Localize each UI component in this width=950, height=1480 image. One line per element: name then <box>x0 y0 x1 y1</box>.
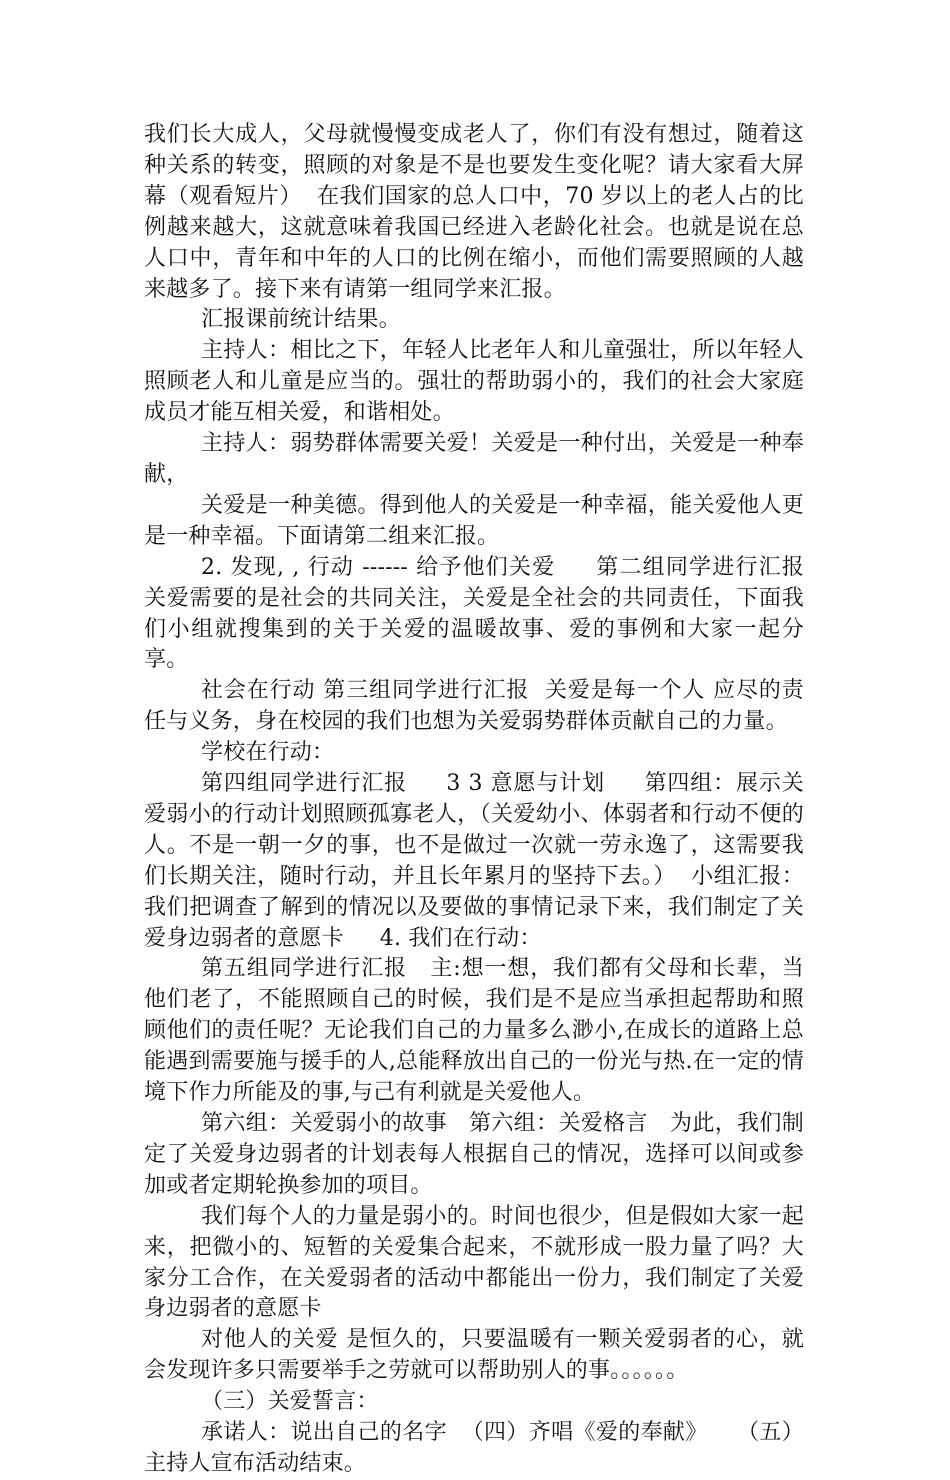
paragraph-group-3: 社会在行动 第三组同学进行汇报 关爱是每一个人 应尽的责任与义务，身在校园的我们也想为关爱弱势群体贡献自己的力量。 <box>144 678 804 735</box>
paragraph-school-action: 学校在行动： <box>201 740 335 766</box>
paragraph-group-5: 第五组同学进行汇报 主:想一想，我们都有父母和长辈，当他们老了，不能照顾自己的时候，我们是不是应当承担起帮助和照顾他们的责任呢？无论我们自己的力量多么渺小,在成长的道路上总能遇到需要施与援手的人,总能释放出自己的一份光与热.在一定的情境下作力所能及的事,与己有利就是关爱他人。 <box>144 956 804 1106</box>
document-body <box>144 120 826 1480</box>
paragraph-host-1: 主持人：相比之下，年轻人比老年人和儿童强壮，所以年轻人照顾老人和儿童是应当的。强壮的帮助弱小的，我们的社会大家庭成员才能互相关爱，和谐相处。 <box>144 338 804 426</box>
paragraph-lasting-care: 对他人的关爱 是恒久的，只要温暖有一颗关爱弱者的心，就会发现许多只需要举手之劳就可以帮助别人的事。。。。。。 <box>144 1327 804 1384</box>
paragraph-together: 我们每个人的力量是弱小的。时间也很少，但是假如大家一起来，把微小的、短暂的关爱集合起来，不就形成一股力量了吗？大家分工合作，在关爱弱者的活动中都能出一份力，我们制定了关爱身边弱者的意愿卡 <box>144 1203 804 1322</box>
paragraph-host-2: 主持人：弱势群体需要关爱！关爱是一种付出，关爱是一种奉献， <box>144 431 804 487</box>
paragraph-group-6: 第六组：关爱弱小的故事 第六组：关爱格言 为此，我们制定了关爱身边弱者的计划表每人根据自己的情况，选择可以间或参加或者定期轮换参加的项目。 <box>144 1111 804 1198</box>
paragraph-closing: 承诺人：说出自己的名字 （四）齐唱《爱的奉献》 （五）主持人宣布活动结束。 <box>144 1420 804 1476</box>
paragraph-group-4: 第四组同学进行汇报 3 3 意愿与计划 第四组：展示关爱弱小的行动计划照顾孤寡老人，（关爱幼小、体弱者和行动不便的人。不是一朝一夕的事，也不是做过一次就一劳永逸了，这需要我们长期关注，随时行动，并且长年累月的坚持下去。） 小组汇报：我们把调查了解到的情况以及要做的事情记录下来，我们制定了关爱身边弱者的意愿卡 4. 我们在行动： <box>144 771 804 951</box>
paragraph-virtue: 关爱是一种美德。得到他人的关爱是一种幸福，能关爱他人更是一种幸福。下面请第二组来汇报。 <box>144 492 804 549</box>
paragraph-intro: 我们长大成人，父母就慢慢变成老人了，你们有没有想过，随着这种关系的转变，照顾的对象是不是也要发生变化呢？请大家看大屏幕（观看短片） 在我们国家的总人口中，70 岁以上的老人占的比例越来越大，这就意味着我国已经进入老龄化社会。也就是说在总人口中，青年和中年的人口的比例在缩小，而他们需要照顾的人越来越多了。接下来有请第一组同学来汇报。 <box>144 122 804 302</box>
paragraph-report-stats: 汇报课前统计结果。 <box>201 307 401 333</box>
paragraph-oath-heading: （三）关爱誓言： <box>201 1389 379 1415</box>
paragraph-group-2: 2. 发现, , 行动 ------ 给予他们关爱 第二组同学进行汇报 关爱需要的是社会的共同关注，关爱是全社会的共同责任，下面我们小组就搜集到的关于关爱的温暖故事、爱的事例和大家一起分享。 <box>144 554 826 673</box>
